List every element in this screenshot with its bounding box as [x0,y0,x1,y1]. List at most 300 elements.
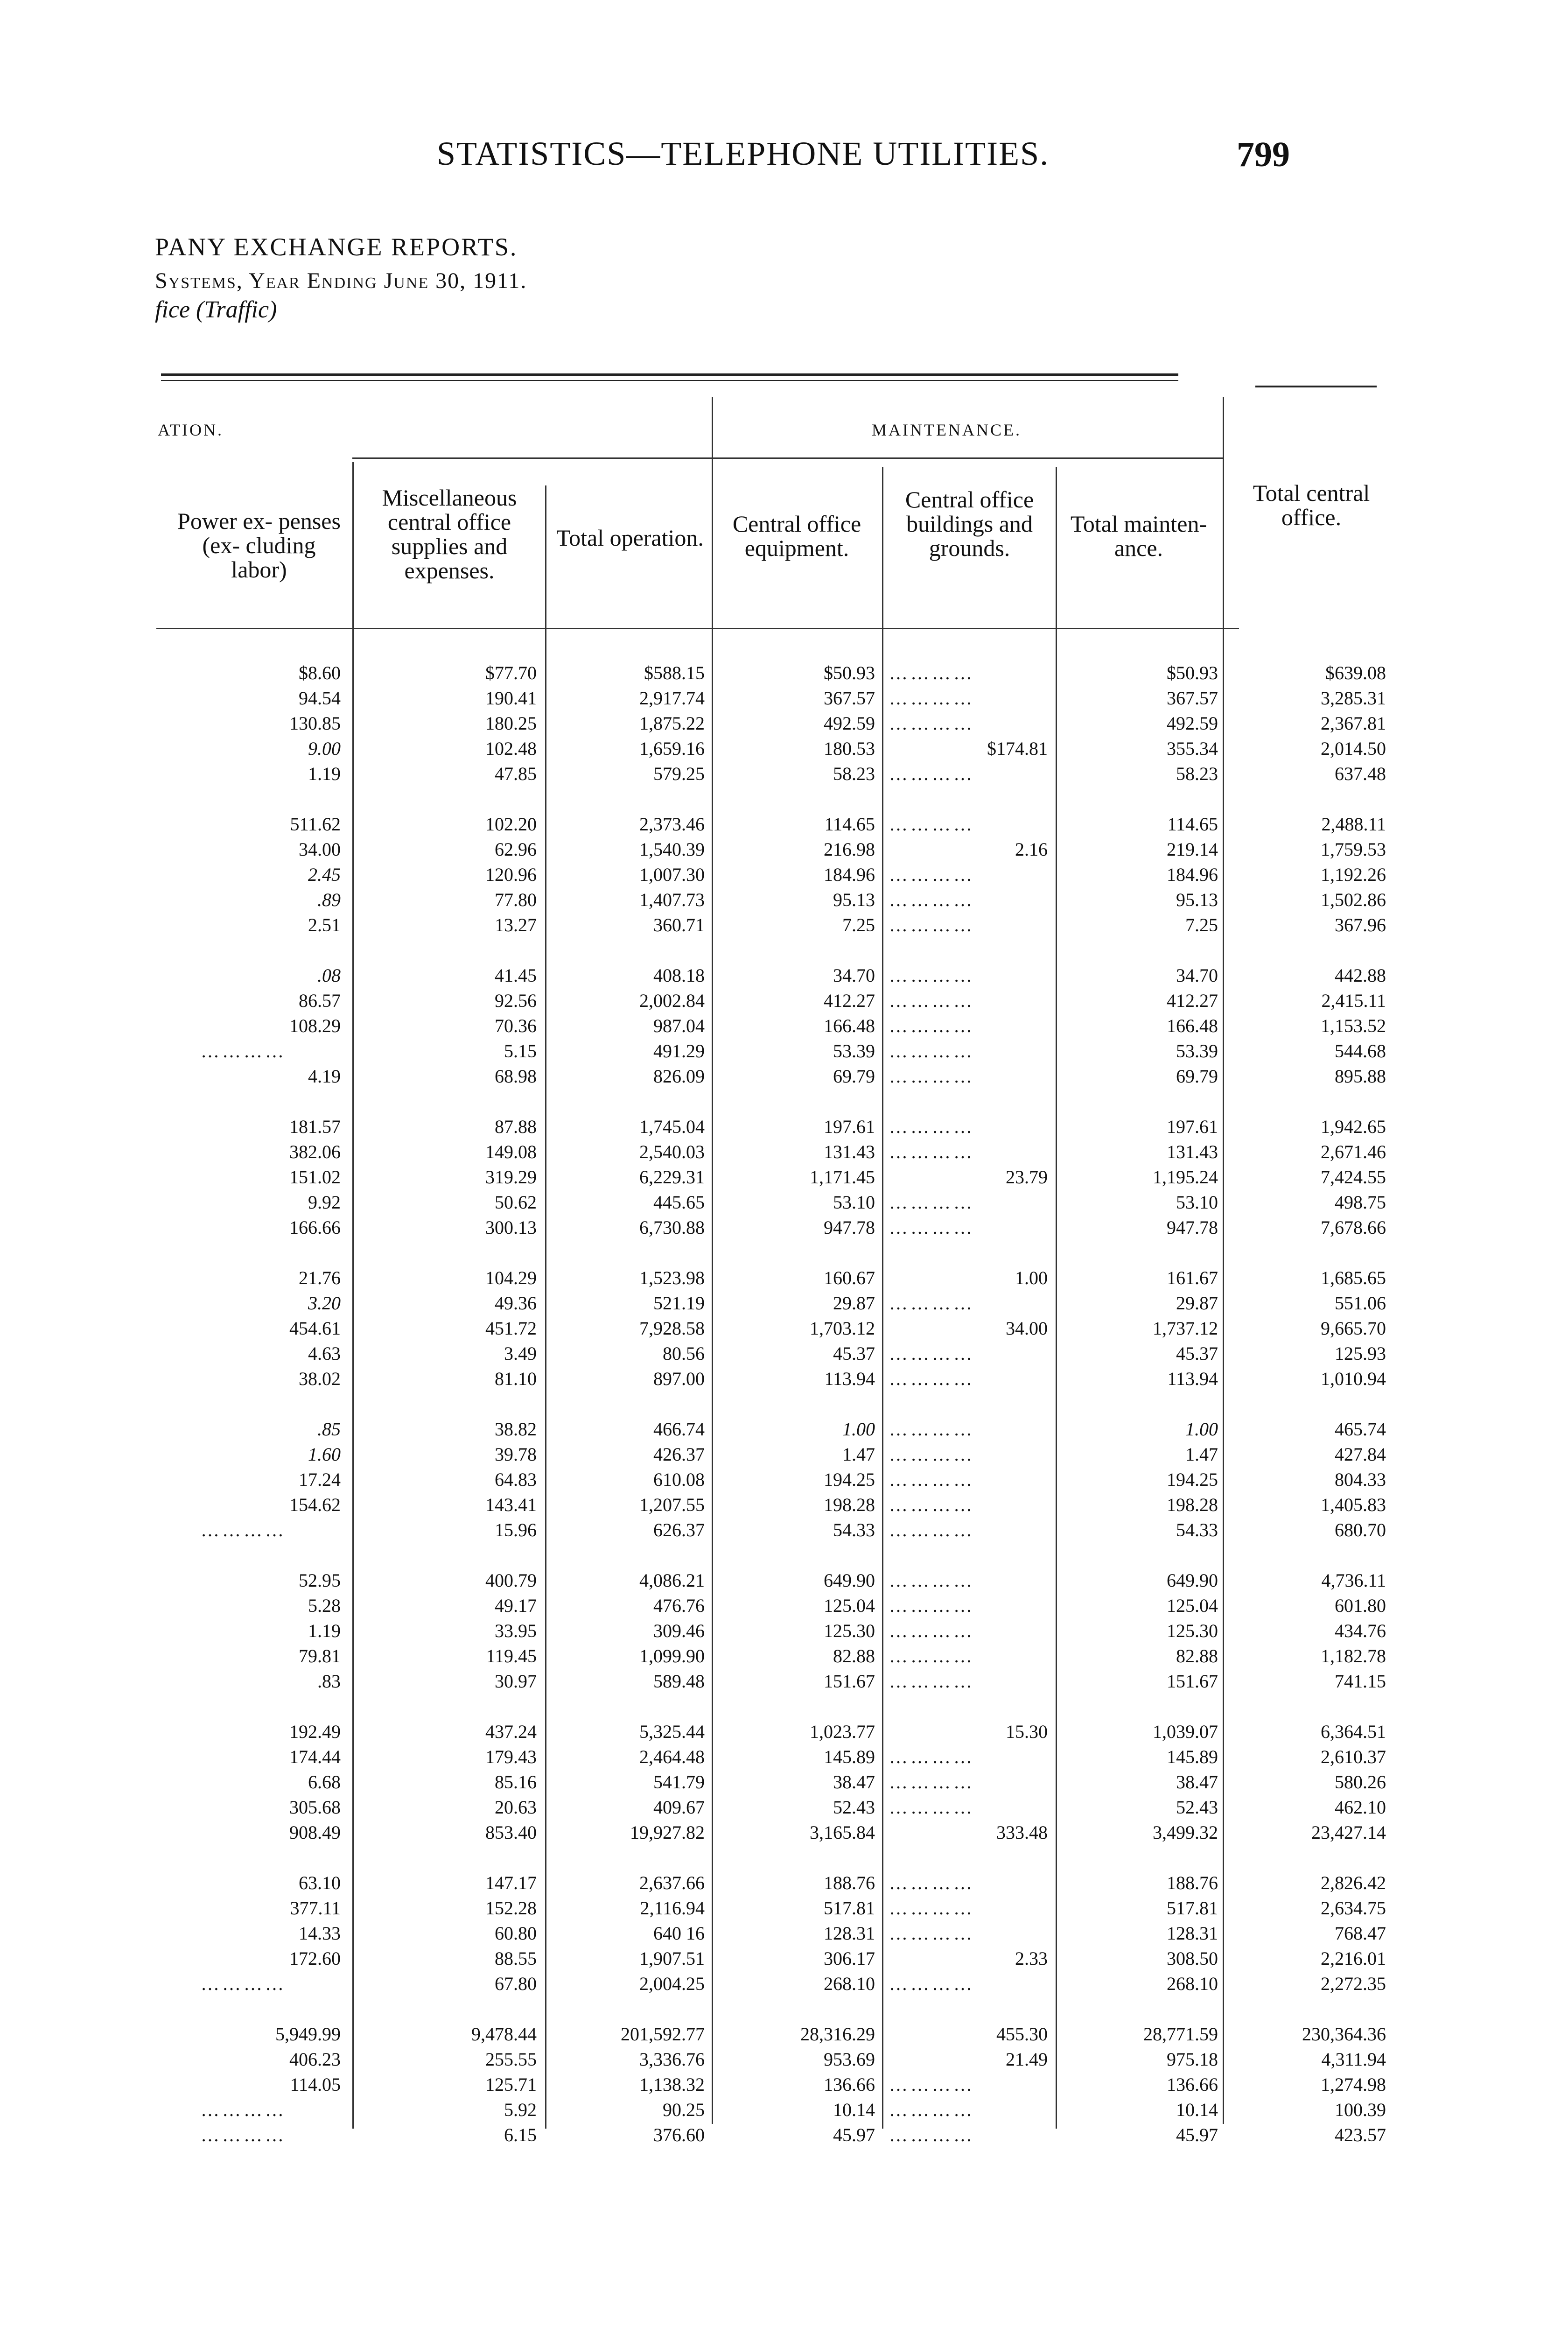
table-cell: 151.02 [289,1167,341,1188]
table-cell: 5.92 [504,2099,537,2120]
table-cell [889,2097,1048,2123]
table-cell: 427.84 [1335,1444,1386,1465]
table-cell: 197.61 [824,1116,875,1137]
table-cell: 119.45 [486,1645,537,1666]
table-cell: 589.48 [653,1671,705,1692]
table-cell: 45.37 [833,1343,875,1364]
table-cell: 319.29 [485,1167,537,1188]
table-cell: 442.88 [1335,965,1386,986]
table-cell: 367.57 [1167,688,1218,709]
table-cell: 897.00 [653,1368,705,1389]
leader-dots: ………… [889,713,975,734]
table-cell: 2,004.25 [639,1973,705,1994]
table-cell [889,661,1048,686]
table-cell [889,1921,1048,1946]
table-cell [889,1518,1048,1543]
table-cell: 511.62 [290,814,341,835]
table-cell: 626.37 [653,1519,705,1540]
table-cell: 1,737.12 [1153,1318,1218,1339]
table-cell: 179.43 [485,1746,537,1767]
table-cell: 15.30 [1006,1721,1048,1742]
table-cell: 34.70 [1176,965,1218,986]
table-cell: 14.33 [299,1923,341,1944]
table-cell: 152.28 [485,1898,537,1919]
table-cell: 7.25 [842,914,875,935]
table-cell: 360.71 [653,914,705,935]
leader-dots: ………… [889,990,975,1011]
table-cell: .89 [317,889,341,910]
table-cell: 1,195.24 [1153,1167,1218,1188]
table-cell: 5,325.44 [639,1721,705,1742]
table-cell: 2,540.03 [639,1141,705,1162]
table-cell: 34.00 [299,839,341,860]
table-cell: 987.04 [653,1015,705,1036]
table-cell: 9,478.44 [471,2024,537,2045]
table-cell: 333.48 [996,1822,1048,1843]
table-cell [889,1064,1048,1089]
table-cell [889,1341,1048,1366]
leader-dots: ………… [889,763,975,784]
table-cell: 151.67 [1167,1671,1218,1692]
leader-dots: ………… [889,1797,975,1818]
leader-dots: ………… [889,864,975,885]
table-cell: $77.70 [485,662,537,683]
table-cell: 17.24 [299,1469,341,1490]
table-cell: 1,407.73 [639,889,705,910]
table-cell: 2,367.81 [1321,713,1386,734]
table-cell: 9.92 [308,1192,341,1213]
table-cell: 53.10 [1176,1192,1218,1213]
table-cell: 21.49 [1006,2049,1048,2070]
table-cell: 947.78 [1167,1217,1218,1238]
table-cell: 104.29 [485,1267,537,1288]
table-cell: 1,182.78 [1321,1645,1386,1666]
leader-dots: ………… [889,1519,975,1540]
table-cell: 114.65 [1167,814,1218,835]
table-cell: 406.23 [289,2049,341,2070]
divider-operation-maintenance [712,397,713,2124]
table-cell: 131.43 [1167,1141,1218,1162]
table-cell: 377.11 [290,1898,341,1919]
table-cell: 2,014.50 [1321,738,1386,759]
leader-dots: ………… [889,1570,975,1591]
table-cell: 190.41 [485,688,537,709]
table-cell: 1,875.22 [639,713,705,734]
table-cell: 412.27 [824,990,875,1011]
table-cell: 1,023.77 [810,1721,875,1742]
table-cell: 23.79 [1006,1167,1048,1188]
leader-dots: ………… [201,1519,287,1540]
table-cell: 79.81 [299,1645,341,1666]
column-header-total-central: Total central office. [1253,480,1370,530]
table-cell [889,1114,1048,1139]
table-cell: 2.51 [308,914,341,935]
table-cell [889,1492,1048,1518]
table-cell [201,2123,341,2148]
table-cell [889,862,1048,887]
column-total-maintenance [1064,661,1218,2148]
top-rule-thin [161,380,1178,381]
table-cell: 41.45 [495,965,537,986]
column-misc [383,661,537,2148]
table-cell [889,2123,1048,2148]
divider-power-misc [352,462,354,2129]
table-cell: 1,405.83 [1321,1494,1386,1515]
table-cell: 6.15 [504,2124,537,2145]
table-cell: $588.15 [644,662,705,683]
table-cell: 2,464.48 [639,1746,705,1767]
table-cell: 300.13 [485,1217,537,1238]
table-cell: 2,216.01 [1321,1948,1386,1969]
table-cell: $639.08 [1325,662,1386,683]
table-cell: 19,927.82 [630,1822,705,1843]
table-cell: 145.89 [824,1746,875,1767]
table-cell: 308.50 [1167,1948,1218,1969]
table-cell: 2,002.84 [639,990,705,1011]
table-cell: 49.17 [495,1595,537,1616]
table-cell: 544.68 [1335,1040,1386,1062]
table-cell: 54.33 [1176,1519,1218,1540]
table-cell [889,1139,1048,1165]
table-cell [889,1618,1048,1644]
table-cell: 610.08 [653,1469,705,1490]
table-cell: 4,086.21 [639,1570,705,1591]
table-cell: 54.33 [833,1519,875,1540]
table-cell: 45.37 [1176,1343,1218,1364]
table-cell: 376.60 [653,2124,705,2145]
table-cell: 80.56 [663,1343,705,1364]
table-cell [201,1039,341,1064]
table-cell: 551.06 [1335,1293,1386,1314]
table-cell: 38.82 [495,1419,537,1440]
table-cell: 113.94 [1167,1368,1218,1389]
leader-dots: ………… [889,1293,975,1314]
table-cell: 108.29 [289,1015,341,1036]
table-cell: 637.48 [1335,763,1386,784]
table-cell: 69.79 [833,1066,875,1087]
table-cell: 3.49 [504,1343,537,1364]
table-cell: 128.31 [824,1923,875,1944]
table-cell: 15.96 [495,1519,537,1540]
table-cell: 81.10 [495,1368,537,1389]
table-cell [889,1870,1048,1896]
table-cell: 462.10 [1335,1797,1386,1818]
table-cell: 4.63 [308,1343,341,1364]
table-cell: 601.80 [1335,1595,1386,1616]
table-cell: 125.30 [1167,1620,1218,1641]
table-cell: 90.25 [663,2099,705,2120]
divider-buildings-totalmaint [1056,467,1057,2129]
table-cell: 367.57 [824,688,875,709]
table-cell [889,2072,1048,2097]
table-cell: 521.19 [653,1293,705,1314]
leader-dots: ………… [889,2099,975,2120]
table-cell: 149.08 [485,1141,537,1162]
table-cell: 50.62 [495,1192,537,1213]
table-cell: 45.97 [833,2124,875,2145]
leader-dots: ………… [889,1923,975,1944]
table-cell: .08 [317,965,341,986]
table-cell: 3,336.76 [639,2049,705,2070]
table-cell: 102.20 [485,814,537,835]
table-cell: 434.76 [1335,1620,1386,1641]
table-cell: 975.18 [1167,2049,1218,2070]
leader-dots: ………… [889,1015,975,1036]
divider-misc-totalop [545,485,546,2129]
table-cell: 1,745.04 [639,1116,705,1137]
leader-dots: ………… [889,1444,975,1465]
table-cell: 853.40 [485,1822,537,1843]
leader-dots: ………… [889,1217,975,1238]
table-cell: 305.68 [289,1797,341,1818]
table-cell: 10.14 [833,2099,875,2120]
table-cell: 82.88 [833,1645,875,1666]
table-cell [889,1366,1048,1392]
table-cell: 4.19 [308,1066,341,1087]
table-cell: 741.15 [1335,1671,1386,1692]
table-cell [889,1190,1048,1215]
table-cell: 166.48 [824,1015,875,1036]
leader-dots: ………… [889,2124,975,2145]
table-cell: 1,703.12 [810,1318,875,1339]
table-cell: 68.98 [495,1066,537,1087]
table-cell: 151.67 [824,1671,875,1692]
column-header-central-equipment: Central office equipment. [732,511,861,561]
table-cell: 255.55 [485,2049,537,2070]
table-cell: 1,192.26 [1321,864,1386,885]
table-cell: 1,010.94 [1321,1368,1386,1389]
table-cell: 114.05 [290,2074,341,2095]
table-cell: 382.06 [289,1141,341,1162]
table-cell: 412.27 [1167,990,1218,1011]
table-cell: 649.90 [824,1570,875,1591]
table-cell: 120.96 [485,864,537,885]
table-cell: $174.81 [987,738,1048,759]
table-cell: 3,499.32 [1153,1822,1218,1843]
leader-dots: ………… [889,662,975,683]
table-cell [889,1644,1048,1669]
table-cell: 194.25 [1167,1469,1218,1490]
table-cell: 7,424.55 [1321,1167,1386,1188]
column-header-power: Power ex- penses (ex- cluding labor) [177,508,341,583]
table-cell: 38.47 [833,1772,875,1793]
table-cell: 2,826.42 [1321,1872,1386,1893]
top-rule [161,373,1178,376]
table-cell: 1,523.98 [639,1267,705,1288]
table-cell: 28,771.59 [1143,2024,1218,2045]
table-cell: 198.28 [824,1494,875,1515]
column-header-total-operation: Total operation. [556,525,704,551]
leader-dots: ………… [889,1368,975,1389]
table-cell: 53.39 [833,1040,875,1062]
column-header-central-buildings: Central office buildings and grounds. [905,486,1034,561]
column-total-operation [551,661,705,2148]
table-cell: 492.59 [824,713,875,734]
table-cell: 125.93 [1335,1343,1386,1364]
table-cell [889,711,1048,736]
table-cell: 180.25 [485,713,537,734]
table-cell: 87.88 [495,1116,537,1137]
table-cell: 466.74 [653,1419,705,1440]
table-cell: 77.80 [495,889,537,910]
table-cell: 768.47 [1335,1923,1386,1944]
table-cell: 9,665.70 [1321,1318,1386,1339]
leader-dots: ………… [889,1746,975,1767]
table-cell: 23,427.14 [1311,1822,1386,1843]
table-cell: 2,373.46 [639,814,705,835]
leader-dots: ………… [201,2124,287,2145]
table-cell: 1.00 [1185,1419,1218,1440]
table-cell: 125.30 [824,1620,875,1641]
table-cell: 908.49 [289,1822,341,1843]
table-cell: 95.13 [833,889,875,910]
table-cell: 147.17 [485,1872,537,1893]
table-cell: 1.00 [1015,1267,1048,1288]
table-cell: 45.97 [1176,2124,1218,2145]
table-cell: 4,736.11 [1321,1570,1386,1591]
table-cell: 166.66 [289,1217,341,1238]
table-cell: 2.45 [308,864,341,885]
table-cell: 201,592.77 [621,2024,705,2045]
table-cell: 680.70 [1335,1519,1386,1540]
table-cell: 160.67 [824,1267,875,1288]
table-cell: 4,311.94 [1321,2049,1386,2070]
table-cell [889,1291,1048,1316]
table-cell: 1,942.65 [1321,1116,1386,1137]
leader-dots: ………… [889,688,975,709]
leader-dots: ………… [889,965,975,986]
table-cell: 100.39 [1335,2099,1386,2120]
table-cell: 1,907.51 [639,1948,705,1969]
report-section: fice (Traffic) [155,296,277,323]
table-cell: 166.48 [1167,1015,1218,1036]
table-cell: 53.39 [1176,1040,1218,1062]
table-cell [889,913,1048,938]
column-total-central [1232,661,1386,2148]
leader-dots: ………… [889,1343,975,1364]
table-cell: 3,165.84 [810,1822,875,1843]
column-power [201,661,341,2148]
table-cell: 52.95 [299,1570,341,1591]
table-cell [889,963,1048,988]
table-cell: 408.18 [653,965,705,986]
leader-dots: ………… [889,814,975,835]
table-cell: 130.85 [289,713,341,734]
table-cell: 136.66 [1167,2074,1218,2095]
table-cell: 30.97 [495,1671,537,1692]
leader-dots: ………… [889,2074,975,2095]
group-label-operation: ATION. [158,421,224,439]
table-cell: 58.23 [1176,763,1218,784]
report-title: PANY EXCHANGE REPORTS. [155,233,518,261]
table-cell: 92.56 [495,990,537,1011]
table-cell [889,887,1048,913]
table-cell: 400.79 [485,1570,537,1591]
leader-dots: ………… [201,1040,287,1062]
table-cell: 184.96 [1167,864,1218,885]
table-cell: 437.24 [485,1721,537,1742]
table-cell: 1,759.53 [1321,839,1386,860]
table-cell: 409.67 [653,1797,705,1818]
leader-dots: ………… [889,1772,975,1793]
table-cell: 125.04 [824,1595,875,1616]
table-cell: 34.00 [1006,1318,1048,1339]
table-cell: 649.90 [1167,1570,1218,1591]
table-cell: 29.87 [833,1293,875,1314]
leader-dots: ………… [889,1645,975,1666]
table-cell: 1.47 [842,1444,875,1465]
table-cell: 1.60 [308,1444,341,1465]
table-cell: 306.17 [824,1948,875,1969]
table-cell: 455.30 [996,2024,1048,2045]
table-cell: 7,678.66 [1321,1217,1386,1238]
table-cell [889,1568,1048,1593]
table-cell: 580.26 [1335,1772,1386,1793]
table-cell: 491.29 [653,1040,705,1062]
table-cell [201,1518,341,1543]
table-cell: 2,415.11 [1321,990,1386,1011]
table-cell: 309.46 [653,1620,705,1641]
leader-dots: ………… [889,1469,975,1490]
table-cell: 2.16 [1015,839,1048,860]
leader-dots: ………… [889,1595,975,1616]
table-cell: 423.57 [1335,2124,1386,2145]
table-cell: 947.78 [824,1217,875,1238]
table-cell [889,1442,1048,1467]
table-cell: 219.14 [1167,839,1218,860]
table-cell: 5.15 [504,1040,537,1062]
header-rule-maintenance [712,457,1223,459]
table-cell: 268.10 [824,1973,875,1994]
table-cell: 184.96 [824,864,875,885]
table-cell: 1,274.98 [1321,2074,1386,2095]
table-cell: 498.75 [1335,1192,1386,1213]
table-cell: 34.70 [833,965,875,986]
table-cell: 13.27 [495,914,537,935]
table-cell: 6,229.31 [639,1167,705,1188]
table-cell: 102.48 [485,738,537,759]
table-cell [889,812,1048,837]
table-cell: .83 [317,1671,341,1692]
leader-dots: ………… [201,1973,287,1994]
table-cell: 20.63 [495,1797,537,1818]
table-cell: 1,007.30 [639,864,705,885]
table-cell: 62.96 [495,839,537,860]
table-cell: 198.28 [1167,1494,1218,1515]
top-rule-right [1255,386,1377,387]
table-cell: 445.65 [653,1192,705,1213]
table-cell: 6,730.88 [639,1217,705,1238]
table-cell: 1,685.65 [1321,1267,1386,1288]
table-cell: 1,138.32 [639,2074,705,2095]
table-cell: 492.59 [1167,713,1218,734]
report-subtitle: Systems, Year Ending June 30, 1911. [155,268,527,293]
table-cell: 174.44 [289,1746,341,1767]
table-cell: 113.94 [824,1368,875,1389]
leader-dots: ………… [889,1973,975,1994]
table-cell: 47.85 [495,763,537,784]
leader-dots: ………… [889,1671,975,1692]
table-cell: 3.20 [308,1293,341,1314]
table-cell: 192.49 [289,1721,341,1742]
table-cell: 63.10 [299,1872,341,1893]
table-cell: 1,171.45 [810,1167,875,1188]
table-cell: 2,610.37 [1321,1746,1386,1767]
table-cell: 188.76 [824,1872,875,1893]
table-cell: 2,671.46 [1321,1141,1386,1162]
table-cell: 953.69 [824,2049,875,2070]
table-cell: 82.88 [1176,1645,1218,1666]
